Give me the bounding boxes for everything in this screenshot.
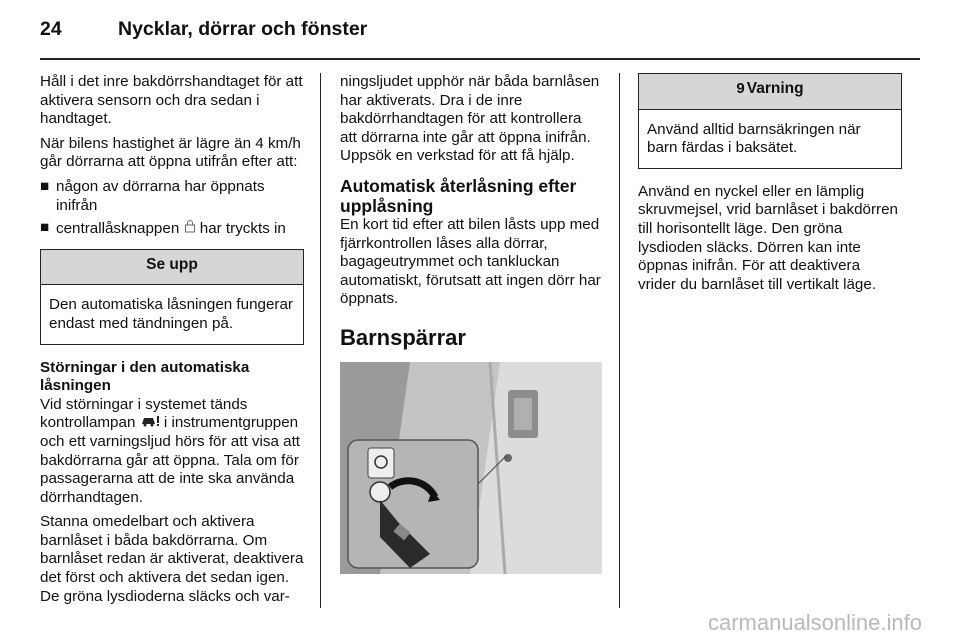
paragraph [40,396,304,508]
column-3 [638,73,902,300]
page-title: Nycklar, dörrar och fönster [118,18,368,40]
caution-box [40,249,304,345]
bullet-marker: ■ [40,219,50,237]
paragraph: En kort tid efter att bilen låsts upp med fjärrkontrollen låses alla dörrar, bagageutrymmet och tankluckan automatiskt, förutsatt att ingen dörr har öppnats. [340,215,601,308]
column-2 [340,73,602,574]
warning-box [638,73,902,169]
subsection-title: Störningar i den automatiska låsningen [40,358,250,395]
page-header [40,18,367,41]
chapter-heading: Barnspärrar [340,324,466,350]
warning-title: Varning [746,80,804,97]
paragraph: ningsljudet upphör när båda barnlåsen har aktiverats. Dra i de inre bakdörrhandtagen för att kontrollera att dörrarna inte går att öppna inifrån. Uppsök en verkstad för att få hjälp. [340,73,600,165]
bullet-text: har tryckts in [199,220,286,238]
page-number: 24 [40,18,62,40]
warning-triangle-icon: 9 [736,80,745,97]
paragraph: Stanna omedelbart och aktivera barnlåset i båda bakdörrarna. Om barnlåset redan är aktiverat, deaktivera det först och aktivera det sedan igen. De gröna lysdioderna släcks och var- [40,513,304,605]
column-divider-2 [619,73,620,608]
list-item [40,219,304,239]
paragraph-text: i instrumentgruppen och ett varningsljud hörs för att visa att bakdörrarna går att öppna. Tala om för passagerarna att de inte ska använda dörrhandtagen. [40,414,301,506]
door-warning-icon [140,414,160,431]
caution-title: Se upp [41,250,303,286]
watermark: carmanualsonline.info [707,610,922,635]
paragraph-text: Vid störningar i systemet tänds kontrollampan [40,395,248,432]
bullet-marker: ■ [40,177,50,195]
child-lock-drawing [340,362,602,574]
bullet-text: centrallåsknappen [56,220,180,238]
column-divider-1 [320,73,321,608]
column-1 [40,73,304,612]
warning-text: Använd alltid barnsäkringen när barn färdas i baksätet. [647,120,861,157]
paragraph: Håll i det inre bakdörrshandtaget för att aktivera sensorn och dra sedan i handtaget. [40,73,303,128]
paragraph: När bilens hastighet är lägre än 4 km/h går dörrarna att öppna utifrån efter att: [40,134,301,171]
child-lock-illustration [340,362,602,574]
paragraph: Använd en nyckel eller en lämplig skruvmejsel, vrid barnlåset i bakdörren till horisontellt läge. Den gröna lysdioden släcks. Dörren kan inte öppnas inifrån. För att deaktivera vrider du barnlåset till vertikalt läge. [638,182,898,293]
section-heading: Automatisk återlåsning efter upplåsning [340,175,577,216]
central-lock-icon [184,220,200,237]
warning-header [639,74,901,110]
header-rule [40,58,920,60]
list-item [40,178,304,215]
caution-text: Den automatiska låsningen fungerar endast med tändningen på. [49,296,293,332]
bullet-text: någon av dörrarna har öppnats inifrån [56,177,265,214]
